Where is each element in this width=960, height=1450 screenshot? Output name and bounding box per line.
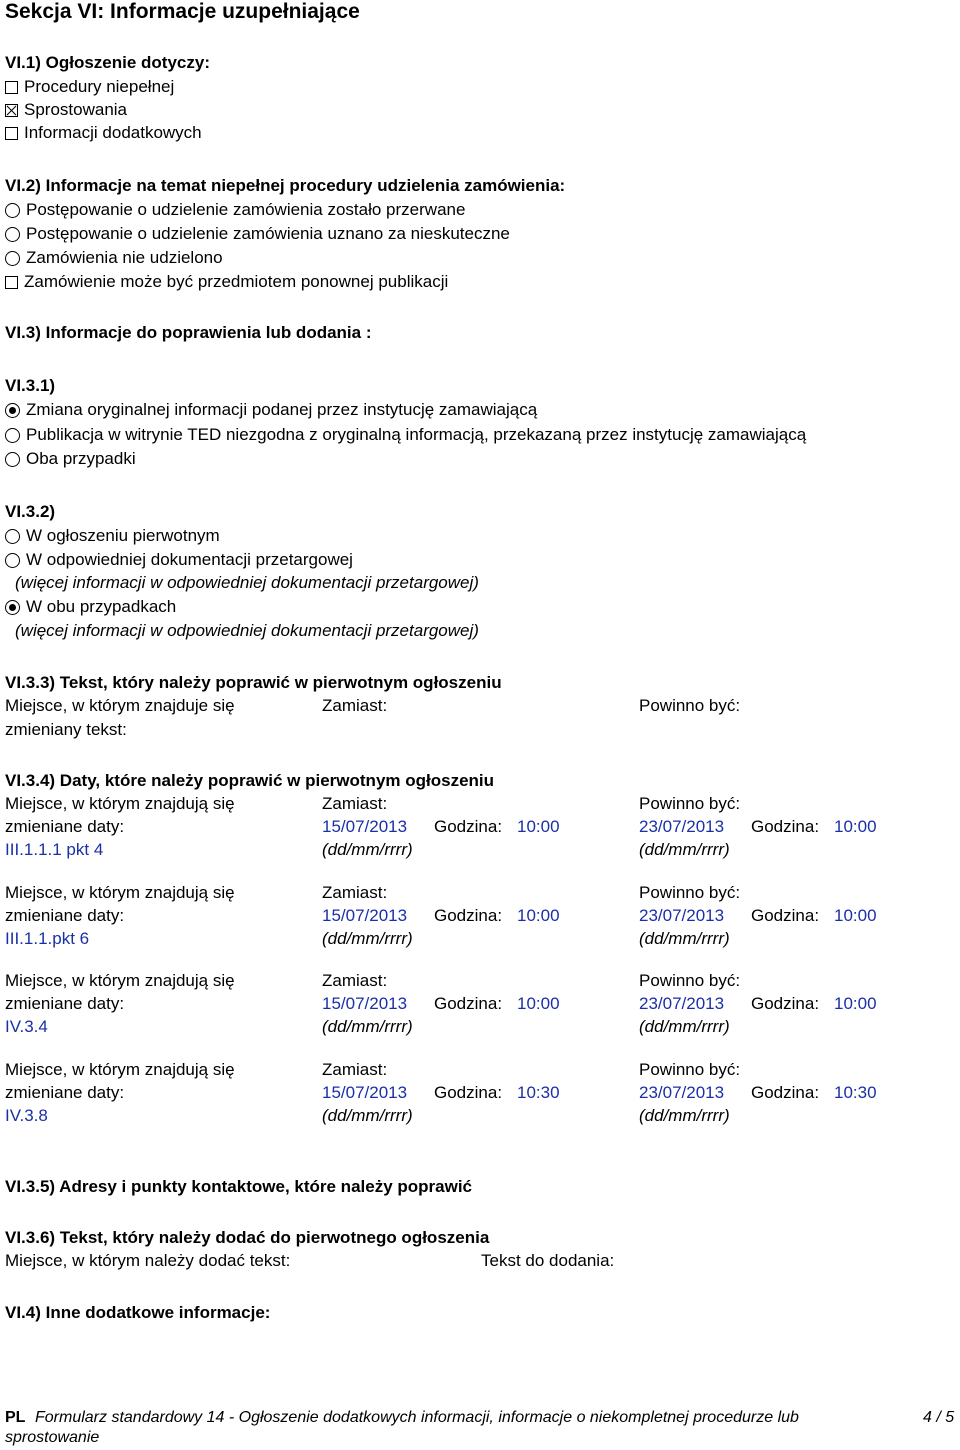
radio-icon[interactable] xyxy=(5,428,20,443)
date-should-label: Powinno być: xyxy=(639,971,741,990)
date-should-format: (dd/mm/rrrr) xyxy=(639,1017,730,1036)
date-should-value: 23/07/2013 xyxy=(639,906,725,925)
date-should-label: Powinno być: xyxy=(639,1060,741,1079)
radio-icon[interactable] xyxy=(5,452,20,467)
section-title: Sekcja VI: Informacje uzupełniające xyxy=(5,0,360,23)
date-ref: III.1.1.1 pkt 4 xyxy=(5,840,104,859)
date-place-label: Miejsce, w którym znajdują się xyxy=(5,1060,235,1079)
footer-form-title-cont: sprostowanie xyxy=(5,1429,100,1446)
date-ref: IV.3.4 xyxy=(5,1017,48,1036)
option-label: W odpowiedniej dokumentacji przetargowej xyxy=(26,550,353,569)
vi3-4-heading: VI.3.4) Daty, które należy poprawić w pierwotnym ogłoszeniu xyxy=(5,771,495,790)
date-ref: III.1.1.pkt 6 xyxy=(5,929,90,948)
option-label: Publikacja w witrynie TED niezgodna z oryginalną informacją, przekazaną przez instytucję zamawiającą xyxy=(26,425,807,444)
option-label: Procedury niepełnej xyxy=(24,77,175,96)
date-instead-format: (dd/mm/rrrr) xyxy=(322,840,413,859)
date-instead-hour: 10:00 xyxy=(517,817,560,836)
vi3-2-option-dokumentacji[interactable] xyxy=(5,550,353,570)
checkbox-icon[interactable] xyxy=(5,127,18,140)
date-should-hour: 10:00 xyxy=(834,994,877,1013)
option-label: Oba przypadki xyxy=(26,449,136,468)
option-label: Zmiana oryginalnej informacji podanej przez instytucję zamawiającą xyxy=(26,400,538,419)
date-should-label: Powinno być: xyxy=(639,794,741,813)
vi3-3-instead-label: Zamiast: xyxy=(322,696,388,715)
vi3-1-option-oba[interactable] xyxy=(5,449,136,469)
date-instead-label: Zamiast: xyxy=(322,1060,388,1079)
date-instead-format: (dd/mm/rrrr) xyxy=(322,929,413,948)
date-instead-format: (dd/mm/rrrr) xyxy=(322,1106,413,1125)
date-place-label: zmieniane daty: xyxy=(5,817,125,836)
option-label: Postępowanie o udzielenie zamówienia uznano za nieskuteczne xyxy=(26,224,510,243)
option-label: W obu przypadkach xyxy=(26,597,177,616)
date-instead-format: (dd/mm/rrrr) xyxy=(322,1017,413,1036)
date-place-label: zmieniane daty: xyxy=(5,994,125,1013)
vi3-3-should-label: Powinno być: xyxy=(639,696,741,715)
checkbox-icon[interactable] xyxy=(5,81,18,94)
date-place-label: zmieniane daty: xyxy=(5,1083,125,1102)
date-instead-hour-label: Godzina: xyxy=(434,994,503,1013)
date-instead-label: Zamiast: xyxy=(322,883,388,902)
vi1-option-sprostowania[interactable] xyxy=(5,100,127,120)
date-instead-hour-label: Godzina: xyxy=(434,817,503,836)
vi2-option-przerwane[interactable] xyxy=(5,200,465,220)
vi3-2-heading: VI.3.2) xyxy=(5,502,56,521)
date-should-hour-label: Godzina: xyxy=(751,817,820,836)
date-instead-label: Zamiast: xyxy=(322,971,388,990)
option-label: Zamówienie może być przedmiotem ponownej publikacji xyxy=(24,272,449,291)
date-ref: IV.3.8 xyxy=(5,1106,48,1125)
date-should-hour: 10:00 xyxy=(834,817,877,836)
vi4-heading: VI.4) Inne dodatkowe informacje: xyxy=(5,1303,271,1322)
vi3-1-heading: VI.3.1) xyxy=(5,376,56,395)
radio-checked-icon[interactable] xyxy=(5,403,20,418)
option-label: Postępowanie o udzielenie zamówienia zostało przerwane xyxy=(26,200,466,219)
date-should-value: 23/07/2013 xyxy=(639,994,725,1013)
radio-checked-icon[interactable] xyxy=(5,600,20,615)
date-should-format: (dd/mm/rrrr) xyxy=(639,1106,730,1125)
date-instead-hour-label: Godzina: xyxy=(434,906,503,925)
date-instead-label: Zamiast: xyxy=(322,794,388,813)
vi3-3-heading: VI.3.3) Tekst, który należy poprawić w pierwotnym ogłoszeniu xyxy=(5,673,502,692)
vi1-option-procedury[interactable] xyxy=(5,77,174,97)
date-should-format: (dd/mm/rrrr) xyxy=(639,840,730,859)
checkbox-icon[interactable] xyxy=(5,276,18,289)
vi2-option-ponownej-publikacji[interactable] xyxy=(5,272,448,292)
vi3-1-option-ted[interactable] xyxy=(5,425,806,445)
date-instead-value: 15/07/2013 xyxy=(322,906,408,925)
date-place-label: Miejsce, w którym znajdują się xyxy=(5,794,235,813)
vi2-option-nieskuteczne[interactable] xyxy=(5,224,510,244)
vi3-6-place: Miejsce, w którym należy dodać tekst: xyxy=(5,1251,291,1270)
vi3-5-heading: VI.3.5) Adresy i punkty kontaktowe, które należy poprawić xyxy=(5,1177,473,1196)
footer-form-title: Formularz standardowy 14 - Ogłoszenie dodatkowych informacji, informacje o niekompletnej procedurze lub xyxy=(35,1409,799,1426)
footer-lang: PL xyxy=(5,1409,26,1426)
radio-icon[interactable] xyxy=(5,553,20,568)
checkbox-checked-icon[interactable] xyxy=(5,104,18,117)
vi3-6-text: Tekst do dodania: xyxy=(481,1251,615,1270)
vi3-2-option-obu[interactable] xyxy=(5,597,176,617)
vi2-heading: VI.2) Informacje na temat niepełnej procedury udzielenia zamówienia: xyxy=(5,176,566,195)
date-should-hour: 10:00 xyxy=(834,906,877,925)
date-should-hour: 10:30 xyxy=(834,1083,877,1102)
date-instead-value: 15/07/2013 xyxy=(322,817,408,836)
date-place-label: zmieniane daty: xyxy=(5,906,125,925)
date-place-label: Miejsce, w którym znajdują się xyxy=(5,971,235,990)
date-instead-hour-label: Godzina: xyxy=(434,1083,503,1102)
date-place-label: Miejsce, w którym znajdują się xyxy=(5,883,235,902)
radio-icon[interactable] xyxy=(5,529,20,544)
footer-page-number: 4 / 5 xyxy=(923,1409,955,1426)
date-should-format: (dd/mm/rrrr) xyxy=(639,929,730,948)
radio-icon[interactable] xyxy=(5,251,20,266)
date-should-value: 23/07/2013 xyxy=(639,817,725,836)
vi3-6-heading: VI.3.6) Tekst, który należy dodać do pierwotnego ogłoszenia xyxy=(5,1228,490,1247)
vi3-heading: VI.3) Informacje do poprawienia lub dodania : xyxy=(5,323,372,342)
option-label: Zamówienia nie udzielono xyxy=(26,248,223,267)
vi2-option-nie-udzielono[interactable] xyxy=(5,248,223,268)
date-should-hour-label: Godzina: xyxy=(751,994,820,1013)
date-should-value: 23/07/2013 xyxy=(639,1083,725,1102)
option-label: Informacji dodatkowych xyxy=(24,123,202,142)
radio-icon[interactable] xyxy=(5,227,20,242)
radio-icon[interactable] xyxy=(5,203,20,218)
option-label: W ogłoszeniu pierwotnym xyxy=(26,526,220,545)
date-instead-hour: 10:00 xyxy=(517,994,560,1013)
vi3-2-note: (więcej informacji w odpowiedniej dokumentacji przetargowej) xyxy=(15,621,479,640)
vi3-2-note: (więcej informacji w odpowiedniej dokumentacji przetargowej) xyxy=(15,573,479,592)
vi3-1-option-zmiana[interactable] xyxy=(5,400,537,420)
date-should-hour-label: Godzina: xyxy=(751,1083,820,1102)
date-instead-hour: 10:00 xyxy=(517,906,560,925)
date-should-hour-label: Godzina: xyxy=(751,906,820,925)
vi3-3-place: zmieniany tekst: xyxy=(5,720,127,739)
date-instead-value: 15/07/2013 xyxy=(322,994,408,1013)
date-should-label: Powinno być: xyxy=(639,883,741,902)
date-instead-hour: 10:30 xyxy=(517,1083,560,1102)
vi3-3-place: Miejsce, w którym znajduje się xyxy=(5,696,235,715)
date-instead-value: 15/07/2013 xyxy=(322,1083,408,1102)
vi1-option-informacji[interactable] xyxy=(5,123,202,143)
vi1-heading: VI.1) Ogłoszenie dotyczy: xyxy=(5,53,210,72)
option-label: Sprostowania xyxy=(24,100,128,119)
vi3-2-option-pierwotnym[interactable] xyxy=(5,526,220,546)
